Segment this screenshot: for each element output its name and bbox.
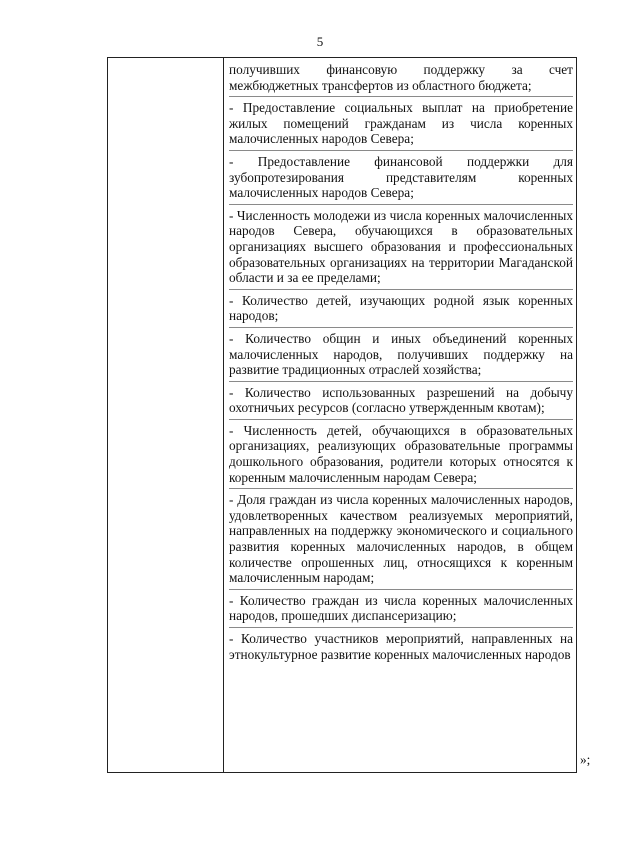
list-item: - Численность молодежи из числа коренных малочисленных народов Севера, обучающихся в образовательных организациях высшего образования и профессиональных образовательных организациях на территории Магаданской области и за ее пределами; — [229, 208, 573, 290]
table-left-column — [108, 58, 224, 772]
list-item: - Количество участников мероприятий, направленных на этнокультурное развитие коренных малочисленных народов — [229, 631, 573, 662]
indicators-table — [107, 57, 577, 773]
list-item: - Предоставление социальных выплат на приобретение жилых помещений гражданам из числа коренных малочисленных народов Севера; — [229, 100, 573, 151]
table-right-column — [224, 58, 576, 772]
list-item: - Количество общин и иных объединений коренных малочисленных народов, получивших поддержку на развитие традиционных отраслей хозяйства; — [229, 331, 573, 382]
page-number: 5 — [316, 34, 324, 49]
list-item: - Доля граждан из числа коренных малочисленных народов, удовлетворенных качеством реализуемых мероприятий, направленных на поддержку экономического и социального развития коренных малочисленных народов, в общем количестве опрошенных лиц, относящихся к коренным малочисленным народам; — [229, 492, 573, 590]
list-item: - Количество граждан из числа коренных малочисленных народов, прошедших диспансеризацию; — [229, 593, 573, 628]
closing-quote-mark: »; — [580, 752, 591, 767]
list-item: - Предоставление финансовой поддержки для зубопротезирования представителям коренных малочисленных народов Севера; — [229, 154, 573, 205]
list-item: получивших финансовую поддержку за счет межбюджетных трансфертов из областного бюджета; — [229, 62, 573, 97]
list-item: - Количество детей, изучающих родной язык коренных народов; — [229, 293, 573, 328]
list-item: - Количество использованных разрешений на добычу охотничьих ресурсов (согласно утвержденным квотам); — [229, 385, 573, 420]
list-item: - Численность детей, обучающихся в образовательных организациях, реализующих образовательные программы дошкольного образования, родители которых относятся к коренным малочисленным народам Севера; — [229, 423, 573, 489]
